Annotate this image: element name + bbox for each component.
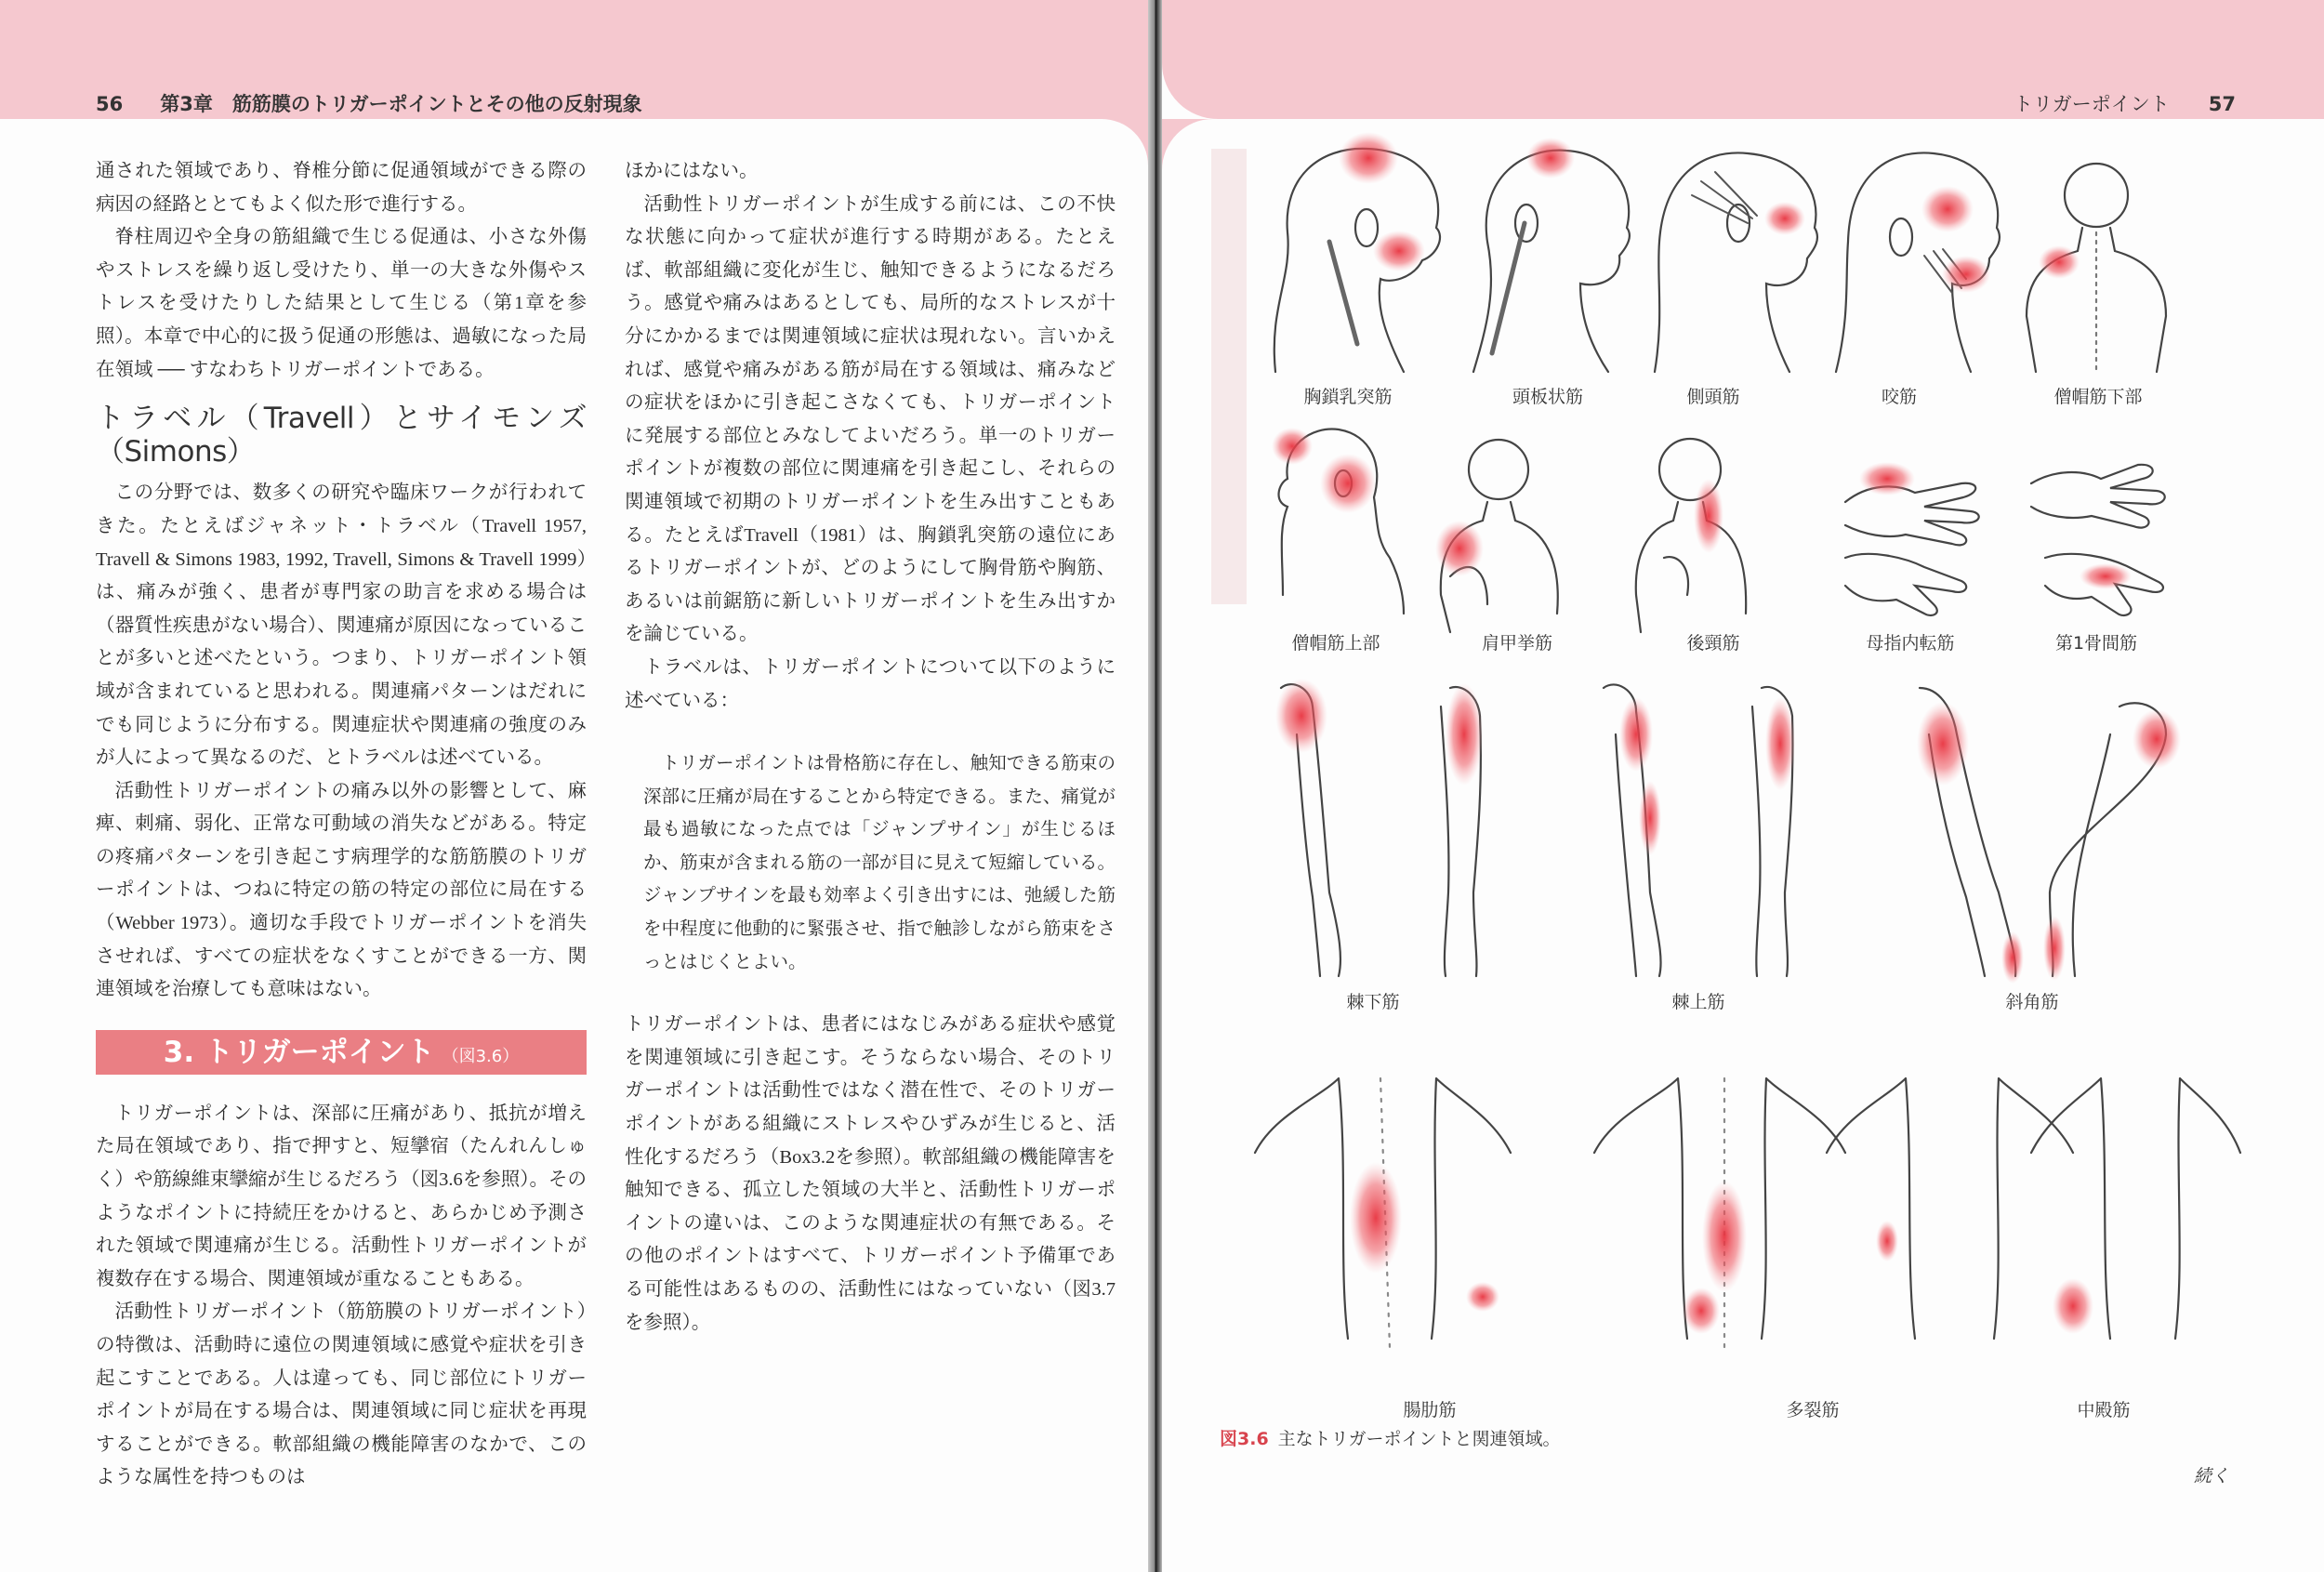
muscle-label: 棘上筋 <box>1671 992 1725 1012</box>
paragraph: ほかにはない。 <box>625 161 759 181</box>
paragraph: トリガーポイントは、患者にはなじみがある症状や感覚を関連領域に引き起こす。そうならない場合、そのトリガーポイントは活動性ではなく潜在性で、そのトリガーポイントがある組織にストレスやひずみが生じると、活性化するだろう（Box3.2を参照）。軟部組織の機能障害を触知できる、孤立した領域の大半と、活動性トリガーポイントの違いは、このような関連症状の有無である。その他のポイントはすべて、トリガーポイント予備軍である可能性はあるものの、活動性にはなっていない（図3.7を参照）。 <box>625 1014 1116 1333</box>
figure-number: 図3.6 <box>1220 1429 1269 1449</box>
muscle-label: 僧帽筋下部 <box>2053 387 2143 407</box>
section-title: 3. トリガーポイント <box>163 1035 435 1069</box>
muscle-label: 胸鎖乳突筋 <box>1303 387 1393 407</box>
hand-adductor-pollicis-illustration <box>1845 483 1979 615</box>
muscle-label: 僧帽筋上部 <box>1291 633 1380 654</box>
head-splenius-illustration <box>1473 151 1630 372</box>
muscle-label: 多裂筋 <box>1786 1400 1840 1420</box>
muscle-label: 後頸筋 <box>1686 633 1740 654</box>
quote-text: トリガーポイントは骨格筋に存在し、触知できる筋束の深部に圧痛が局在することから特定できる。また、痛覚が最も過敏になった点では「ジャンプサイン」が生じるほか、筋束が含まれる筋の一部が目に見えて短縮している。ジャンプサインを最も効率よく引き出すには、弛緩した筋を中程度に他動的に緊張させ、指で触診しながら筋束をさっとはじくとよい。 <box>643 754 1116 972</box>
figure-caption <box>1220 1425 1560 1450</box>
paragraph: 活動性トリガーポイントの痛み以外の影響として、麻痺、刺痛、弱化、正常な可動域の消失などがある。特定の疼痛パターンを引き起こす病理学的な筋筋膜のトリガーポイントは、つねに特定の筋の特定の部位に局在する（Webber 1973）。適切な手段でトリガーポイントを消失させれば、すべての症状をなくすことができる一方、関連領域を治療しても意味はない。 <box>96 780 587 1000</box>
muscle-label: 側頭筋 <box>1686 387 1740 407</box>
hand-first-interosseous-illustration <box>2031 465 2165 615</box>
paragraph: 活動性トリガーポイントが生成する前には、この不快な状態に向かって症状が進行する時期がある。たとえば、軟部組織に変化が生じ、触知できるようになるだろう。感覚や痛みはあるとしても、局所的なストレスが十分にかかるまでは関連領域に症状は現れない。言いかえれば、感覚や痛みがある筋が局在する領域は、痛みなどの症状をほかに引き起こさなくても、トリガーポイントに発展する部位とみなしてよいだろう。単一のトリガーポイントが複数の部位に関連痛を引き起こし、それらの関連領域で初期のトリガーポイントを生み出すこともある。たとえばTravell（1981）は、胸鎖乳突筋の遠位にあるトリガーポイントが、どのようにして胸骨筋や胸筋、あるいは前鋸筋に新しいトリガーポイントを生み出すかを論じている。 <box>625 193 1116 645</box>
paragraph: 通された領域であり、脊椎分節に促通領域ができる際の病因の経路ととてもよく似た形で進行する。 <box>96 161 587 215</box>
chapter-header: 第3章 筋筋膜のトリガーポイントとその他の反射現象 <box>160 93 642 115</box>
paragraph: トリガーポイントは、深部に圧痛があり、抵抗が増えた局在領域であり、指で押すと、短攣宿（たんれんしゅく）や筋線維束攣縮が生じるだろう（図3.6を参照）。そのようなポイントに持続圧をかけると、あらかじめ予測された領域で関連痛が生じる。活動性トリガーポイントが複数存在する場合、関連領域が重なることもある。 <box>96 1103 587 1289</box>
muscle-label: 咬筋 <box>1881 387 1917 407</box>
right-page-number: 57 <box>2208 93 2236 115</box>
section-figure-ref: （図3.6） <box>442 1046 520 1066</box>
muscle-label: 中殿筋 <box>2077 1400 2131 1420</box>
back-posterior-cervical-illustration <box>1636 439 1746 632</box>
muscle-label: 斜角筋 <box>2005 992 2059 1012</box>
muscle-label: 第1骨間筋 <box>2054 633 2138 654</box>
muscle-label: 腸肋筋 <box>1403 1400 1457 1420</box>
head-temporalis-illustration <box>1655 152 1817 372</box>
muscle-label: 母指内転筋 <box>1866 633 1955 654</box>
continued-note: 続く <box>2194 1466 2230 1486</box>
muscle-label: 棘下筋 <box>1346 992 1400 1012</box>
paragraph: この分野では、数多くの研究や臨床ワークが行われてきた。たとえばジャネット・トラベル（Travell 1957, Travell & Simons 1983, 1992, Travell, Simons & Travell 1999）は、痛みが強く、患者が専門家の助言を求める場合は（器質性疾患がない場合）、関連痛が原因になっていることが多いと述べたという。つまり、トリガーポイント領域が含まれていると思われる。関連痛パターンはだれにでも同じように分布する。関連症状や関連痛の強度のみが人によって異なるのだ、とトラベルは述べている。 <box>96 482 587 769</box>
paragraph: トラベルは、トリガーポイントについて以下のように述べている： <box>625 656 1116 711</box>
muscle-label: 肩甲挙筋 <box>1481 633 1552 654</box>
subheading: トラベル（Travell）とサイモンズ（Simons） <box>96 402 587 469</box>
referred-pain-zones <box>1272 132 2181 1334</box>
running-header-title: トリガーポイント <box>2013 93 2170 115</box>
paragraph: 脊柱周辺や全身の筋組織で生じる促通は、小さな外傷やストレスを繰り返し受けたり、単一の大きな外傷やストレスを受けたりした結果として生じる（第1章を参照）。本章で中心的に扱う促通の形態は、過敏になった局在領域 ── すなわちトリガーポイントである。 <box>96 227 587 380</box>
torso-gluteus-medius-illustration <box>1827 1078 2240 1339</box>
left-page-number: 56 <box>96 93 124 115</box>
figure-caption-text: 主なトリガーポイントと関連領域。 <box>1277 1429 1561 1449</box>
muscle-label: 頭板状筋 <box>1512 387 1583 407</box>
paragraph: 活動性トリガーポイント（筋筋膜のトリガーポイント）の特徴は、活動時に遠位の関連領域に感覚や症状を引き起こすことである。人は違っても、同じ部位にトリガーポイントが局在する場合は、関連領域に同じ症状を再現することができる。軟部組織の機能障害のなかで、このような属性を持つものは <box>96 1301 587 1488</box>
